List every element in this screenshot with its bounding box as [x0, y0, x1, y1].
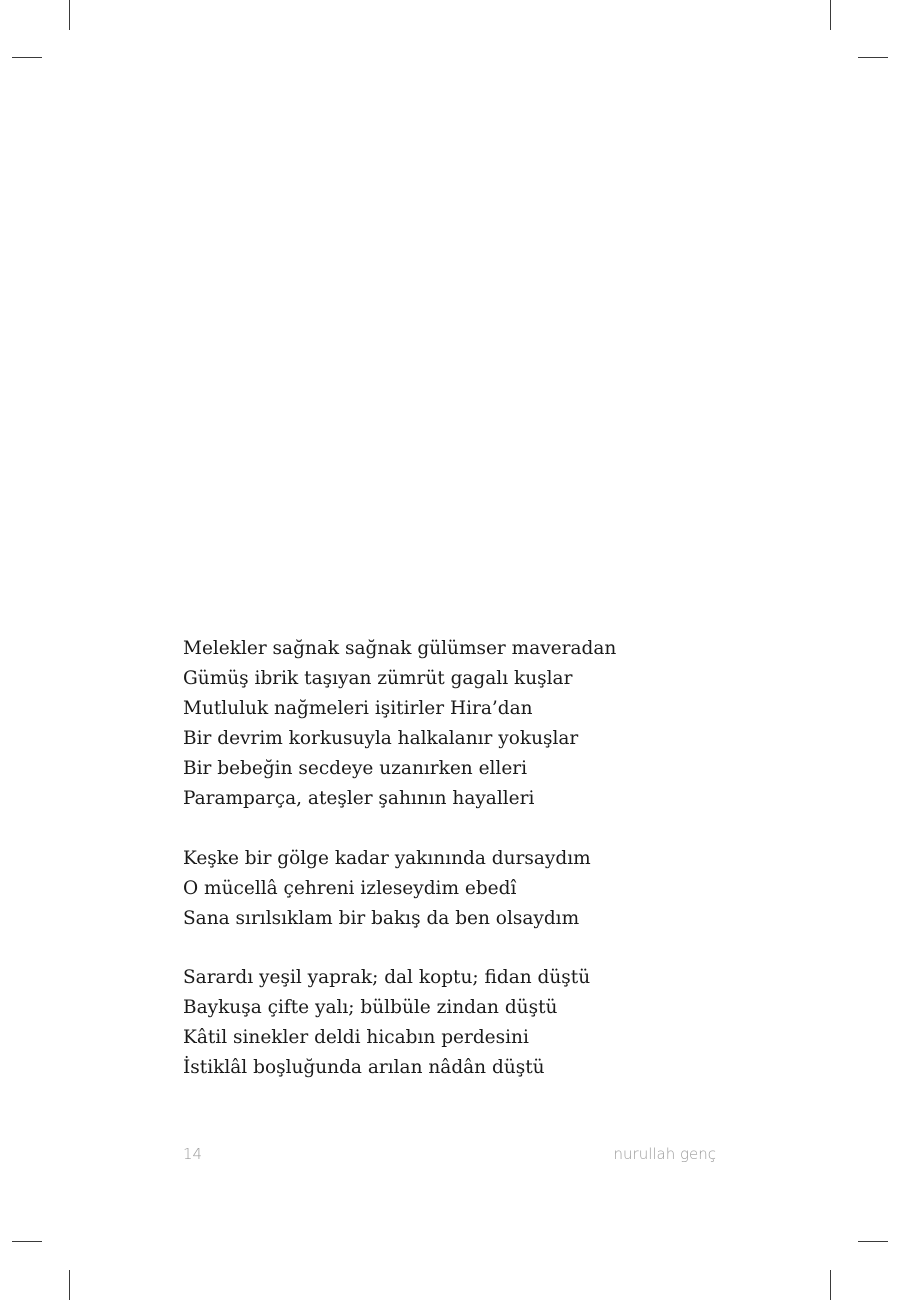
crop-mark-top-left — [69, 0, 70, 30]
poem-line: Bir bebeğin secdeye uzanırken elleri — [183, 758, 528, 779]
crop-mark-bottom-left — [69, 1270, 70, 1300]
running-footer-author: nurullah genç — [613, 1145, 716, 1163]
poem-line: Sarardı yeşil yaprak; dal koptu; fidan düştü — [183, 967, 591, 988]
poem-line: Gümüş ibrik taşıyan zümrüt gagalı kuşlar — [183, 668, 573, 689]
crop-mark-top-right — [830, 0, 831, 30]
poem-line: O mücellâ çehreni izleseydim ebedî — [183, 877, 517, 899]
stanza — [183, 634, 743, 814]
crop-mark-bottom-right — [830, 1270, 831, 1300]
page-number: 14 — [183, 1145, 203, 1163]
crop-mark-bottom-left — [12, 1241, 42, 1242]
poem-line: Baykuşa çifte yalı; bülbüle zindan düştü — [183, 997, 558, 1018]
poem-line: Keşke bir gölge kadar yakınında dursaydım — [183, 847, 591, 869]
poem — [183, 634, 743, 1113]
poem-line: Sana sırılsıklam bir bakış da ben olsaydım — [183, 907, 580, 929]
stanza — [183, 963, 743, 1083]
poem-line: Paramparça, ateşler şahının hayalleri — [183, 788, 535, 809]
poem-line: Bir devrim korkusuyla halkalanır yokuşlar — [183, 728, 579, 749]
poem-line: İstiklâl boşluğunda arılan nâdân düştü — [183, 1057, 545, 1078]
poem-line: Melekler sağnak sağnak gülümser maveradan — [183, 638, 617, 659]
poem-line: Mutluluk nağmeleri işitirler Hira’dan — [183, 698, 533, 719]
crop-mark-bottom-right — [858, 1241, 888, 1242]
crop-mark-top-left — [12, 57, 42, 58]
crop-mark-top-right — [858, 57, 888, 58]
poem-line: Kâtil sinekler deldi hicabın perdesini — [183, 1027, 529, 1048]
stanza — [183, 844, 743, 934]
